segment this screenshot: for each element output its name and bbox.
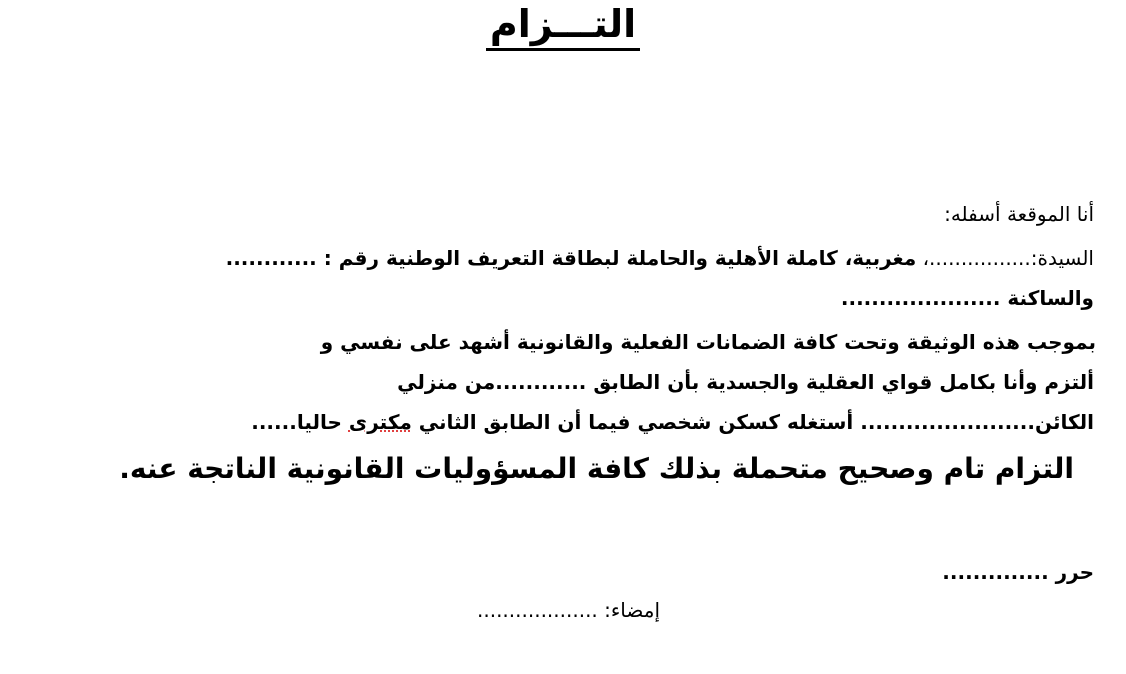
signature-line: إمضاء: ................... [477, 598, 660, 622]
declaration-line-1: بموجب هذه الوثيقة وتحت كافة الضمانات الفعلية والقانونية أشهد على نفسي و [320, 330, 1096, 354]
intro-line: أنا الموقعة أسفله: [944, 202, 1094, 226]
spellcheck-word: مكترى [348, 410, 412, 434]
document-title-text: التـــزام [486, 2, 640, 51]
residence-line: والساكنة ..................... [840, 286, 1094, 310]
identity-text: مغربية، كاملة الأهلية والحاملة لبطاقة التعريف الوطنية رقم : ............ [225, 246, 917, 270]
declaration-line-3-a: الكائن....................... أستغله كسكن شخصي فيما أن الطابق الثاني [411, 410, 1094, 434]
commitment-statement: التزام تام وصحيح متحملة بذلك كافة المسؤوليات القانونية الناتجة عنه. [119, 452, 1074, 485]
identity-prefix: السيدة:................، [916, 246, 1094, 270]
written-at-line: حرر .............. [942, 560, 1094, 584]
declaration-line-3-b: حاليا...... [251, 410, 349, 434]
document-title [0, 2, 1126, 46]
identity-line [226, 246, 1094, 270]
declaration-line-3 [251, 410, 1094, 434]
declaration-line-2: ألتزم وأنا بكامل قواي العقلية والجسدية بأن الطابق ............من منزلي [397, 370, 1094, 394]
